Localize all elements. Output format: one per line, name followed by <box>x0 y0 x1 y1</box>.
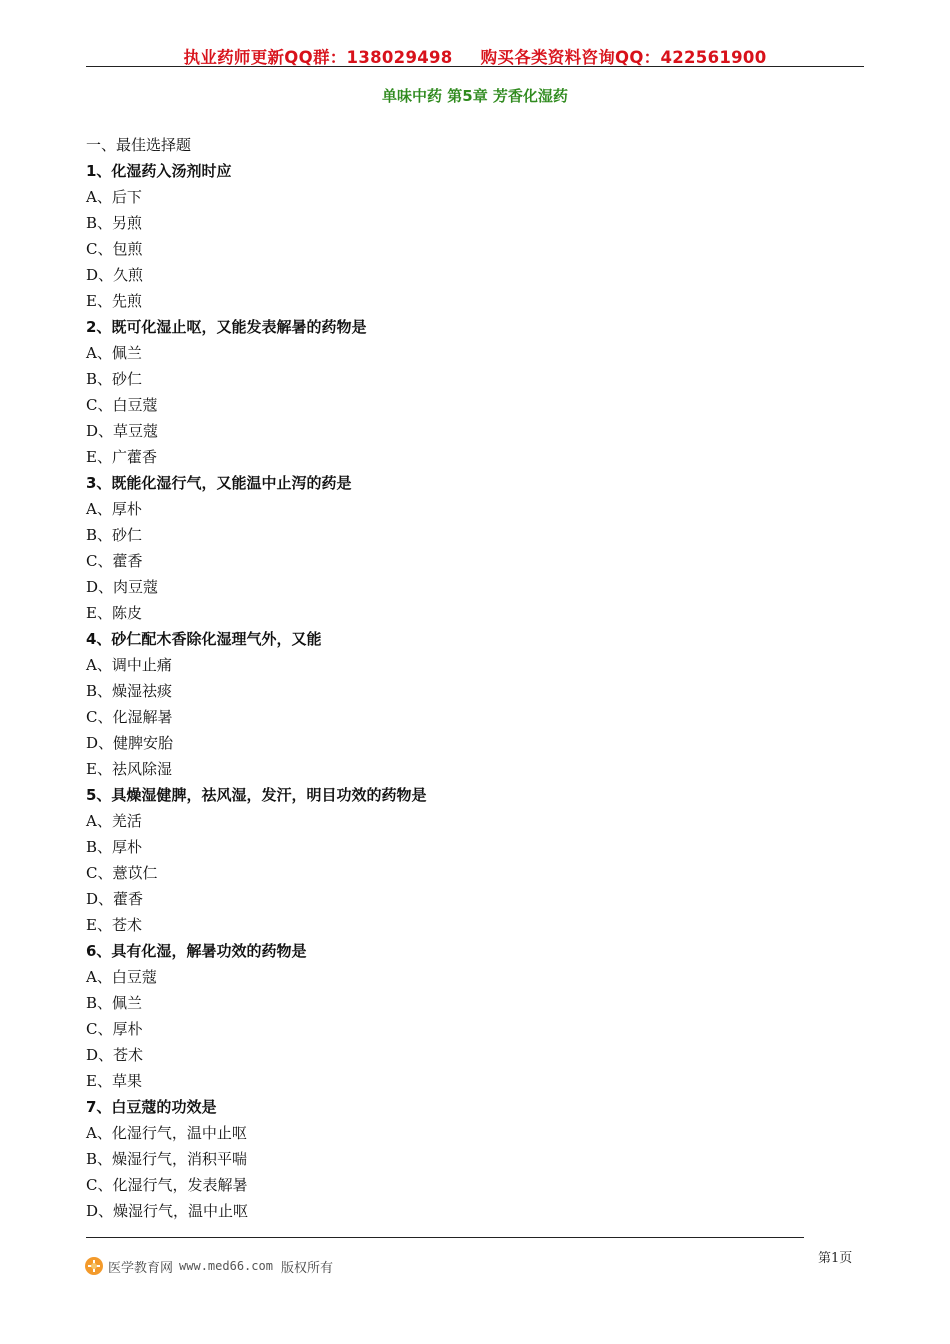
answer-option: A、调中止痛 <box>86 656 172 674</box>
questions-container <box>86 158 786 1224</box>
answer-option: A、化湿行气，温中止呕 <box>86 1124 247 1142</box>
header-divider <box>86 66 864 67</box>
question-stem: 4、砂仁配木香除化湿理气外，又能 <box>86 630 322 648</box>
answer-option: C、包煎 <box>86 240 143 258</box>
answer-option: D、草豆蔻 <box>86 422 159 440</box>
answer-option: E、先煎 <box>86 292 142 310</box>
section-heading: 一、最佳选择题 <box>86 136 192 154</box>
question-list <box>86 132 786 1224</box>
answer-option: A、白豆蔻 <box>86 968 157 986</box>
question-stem: 1、化湿药入汤剂时应 <box>86 162 232 180</box>
answer-option: E、陈皮 <box>86 604 142 622</box>
answer-option: B、砂仁 <box>86 526 143 544</box>
rights-text: 版权所有 <box>280 1260 333 1276</box>
answer-option: B、燥湿祛痰 <box>86 682 173 700</box>
answer-option: C、化湿行气，发表解暑 <box>86 1176 248 1194</box>
question-stem: 7、白豆蔻的功效是 <box>86 1098 217 1116</box>
question-stem: 5、具燥湿健脾，祛风湿，发汗，明目功效的药物是 <box>86 786 427 804</box>
answer-option: E、苍术 <box>86 916 142 934</box>
question-stem: 6、具有化湿，解暑功效的药物是 <box>86 942 307 960</box>
answer-option: B、另煎 <box>86 214 143 232</box>
answer-option: C、厚朴 <box>86 1020 143 1038</box>
answer-option: B、厚朴 <box>86 838 143 856</box>
question-stem: 3、既能化湿行气，又能温中止泻的药是 <box>86 474 352 492</box>
answer-option: A、后下 <box>86 188 142 206</box>
answer-option: D、藿香 <box>86 890 144 908</box>
answer-option: E、广藿香 <box>86 448 157 466</box>
answer-option: C、白豆蔻 <box>86 396 158 414</box>
document-title: 单味中药 第5章 芳香化湿药 <box>382 87 568 105</box>
answer-option: D、肉豆蔻 <box>86 578 159 596</box>
answer-option: E、草果 <box>86 1072 142 1090</box>
answer-option: C、藿香 <box>86 552 143 570</box>
header-banner <box>86 44 864 68</box>
question-stem: 2、既可化湿止呕，又能发表解暑的药物是 <box>86 318 367 336</box>
answer-option: D、健脾安胎 <box>86 734 174 752</box>
purchase-contact-text: 购买各类资料咨询QQ：422561900 <box>480 48 767 67</box>
answer-option: B、砂仁 <box>86 370 143 388</box>
answer-option: D、久煎 <box>86 266 144 284</box>
footer-divider <box>86 1237 804 1238</box>
brand-name: 医学教育网 <box>108 1260 174 1276</box>
site-url: www.med66.com <box>179 1259 273 1273</box>
answer-option: A、厚朴 <box>86 500 142 518</box>
answer-option: D、燥湿行气，温中止呕 <box>86 1202 249 1220</box>
answer-option: E、祛风除湿 <box>86 760 172 778</box>
answer-option: A、羌活 <box>86 812 142 830</box>
answer-option: B、佩兰 <box>86 994 143 1012</box>
page-number: 第1页 <box>818 1251 853 1266</box>
qq-group-text: 执业药师更新QQ群：138029498 <box>183 48 453 67</box>
med66-logo-icon <box>84 1256 104 1276</box>
answer-option: D、苍术 <box>86 1046 144 1064</box>
answer-option: B、燥湿行气，消积平喘 <box>86 1150 248 1168</box>
answer-option: C、薏苡仁 <box>86 864 158 882</box>
footer-brand <box>84 1256 333 1276</box>
answer-option: C、化湿解暑 <box>86 708 173 726</box>
answer-option: A、佩兰 <box>86 344 142 362</box>
